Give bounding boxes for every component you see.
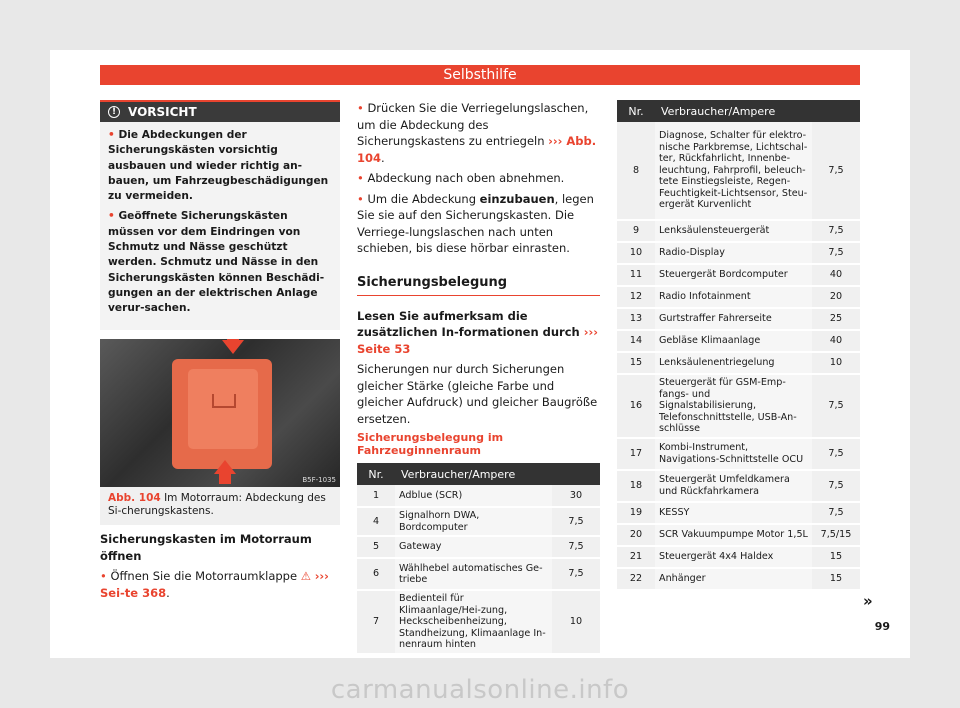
cell-val: 10 — [812, 352, 860, 374]
column-middle — [357, 100, 600, 655]
cell-desc: Adblue (SCR) — [395, 485, 552, 507]
cell-val: 15 — [812, 568, 860, 590]
cell-nr: 13 — [617, 308, 655, 330]
cell-nr: 15 — [617, 352, 655, 374]
page-number: 99 — [874, 620, 890, 633]
cell-nr: 17 — [617, 438, 655, 470]
cell-val: 7,5 — [812, 438, 860, 470]
table-row — [617, 308, 860, 330]
cell-desc: Gebläse Klimaanlage — [655, 330, 812, 352]
table-row — [617, 374, 860, 438]
cell-nr: 22 — [617, 568, 655, 590]
cell-nr: 1 — [357, 485, 395, 507]
cell-val: 20 — [812, 286, 860, 308]
cell-nr: 11 — [617, 264, 655, 286]
cell-val: 7,5 — [812, 374, 860, 438]
table-header-row — [357, 463, 600, 485]
cell-nr: 7 — [357, 590, 395, 654]
caution-body — [100, 122, 340, 330]
cell-desc: Radio-Display — [655, 242, 812, 264]
body-text: Sicherungen nur durch Sicherungen gleicher Stärke (gleiche Farbe und gleicher Aufdruck) und gleicher Baugröße ersetzen. — [357, 362, 598, 426]
fusebox-cover-top — [188, 369, 258, 449]
fuse-table-1 — [357, 463, 600, 655]
cell-desc: Steuergerät für GSM-Emp-fangs- und Signalstabilisierung, Telefonschnittstelle, USB-An-schlüsse — [655, 374, 812, 438]
cell-nr: 8 — [617, 122, 655, 220]
cell-desc: Lenksäulensteuergerät — [655, 220, 812, 242]
engine-fusebox-figure — [100, 339, 340, 487]
cell-nr: 14 — [617, 330, 655, 352]
cell-nr: 19 — [617, 502, 655, 524]
arrow-down-head — [222, 340, 244, 354]
cell-val: 10 — [552, 590, 600, 654]
step-2-link[interactable]: ››› Abb. 104 — [357, 134, 597, 165]
cell-desc: Steuergerät Umfeldkamera und Rückfahrkamera — [655, 470, 812, 502]
fuse-table-2 — [617, 100, 860, 591]
cell-val: 7,5 — [812, 220, 860, 242]
table-row — [617, 438, 860, 470]
cell-nr: 18 — [617, 470, 655, 502]
step-4: • Um die Abdeckung einzubauen, legen Sie sie auf den Sicherungskasten. Die Verriege-lungslaschen nach unten schieben, bis diese hörbar einrasten. — [357, 191, 594, 255]
intro-text: Lesen Sie aufmerksam die zusätzlichen In-formationen durch ››› Seite 53 — [357, 308, 598, 356]
cell-val: 25 — [812, 308, 860, 330]
arrow-up-icon — [214, 460, 236, 474]
cell-nr: 16 — [617, 374, 655, 438]
cell-nr: 5 — [357, 536, 395, 558]
cell-val: 7,5 — [812, 502, 860, 524]
table-row — [617, 524, 860, 546]
cell-desc: KESSY — [655, 502, 812, 524]
cell-val: 30 — [552, 485, 600, 507]
cell-val: 15 — [812, 546, 860, 568]
column-right — [617, 100, 860, 591]
cell-desc: Gurtstraffer Fahrerseite — [655, 308, 812, 330]
cell-val: 7,5 — [552, 507, 600, 536]
table-row — [357, 485, 600, 507]
table-row — [617, 286, 860, 308]
table-row — [617, 220, 860, 242]
cell-nr: 4 — [357, 507, 395, 536]
table-row — [617, 470, 860, 502]
table-row — [617, 502, 860, 524]
cell-desc: Steuergerät Bordcomputer — [655, 264, 812, 286]
cell-desc: SCR Vakuumpumpe Motor 1,5L — [655, 524, 812, 546]
cell-val: 40 — [812, 264, 860, 286]
cell-val: 7,5 — [812, 470, 860, 502]
cell-desc: Wählhebel automatisches Ge-triebe — [395, 558, 552, 590]
arrow-up-stem — [219, 474, 231, 484]
caption-text: Im Motorraum: Abdeckung des Si-cherungskastens. — [108, 492, 326, 517]
table-subtitle: Sicherungsbelegung im Fahrzeuginnenraum — [357, 431, 504, 457]
open-section — [100, 531, 340, 601]
cell-desc: Gateway — [395, 536, 552, 558]
table-row — [617, 352, 860, 374]
cell-val: 7,5 — [552, 536, 600, 558]
watermark: carmanualsonline.info — [330, 675, 630, 705]
step-2: • Drücken Sie die Verriegelungslaschen, um die Abdeckung des Sicherungskastens zu entriegeln ››› Abb. 104. — [357, 101, 597, 165]
cell-desc: Radio Infotainment — [655, 286, 812, 308]
cell-desc: Anhänger — [655, 568, 812, 590]
cell-val: 7,5/15 — [812, 524, 860, 546]
section-title-belegung: Sicherungsbelegung — [357, 275, 600, 296]
table-row — [357, 507, 600, 536]
table-row — [617, 568, 860, 590]
caution-box — [100, 100, 340, 330]
table-row — [617, 264, 860, 286]
table-row — [357, 590, 600, 654]
cell-val: 40 — [812, 330, 860, 352]
step-1: • Öffnen Sie die Motorraumklappe ⚠ ››› Sei-te 368. — [100, 569, 329, 600]
section-header: Selbsthilfe — [100, 65, 860, 85]
caution-header — [100, 102, 340, 122]
caution-item: • Geöffnete Sicherungskästen müssen vor dem Eindringen von Schmutz und Nässe geschützt werden. Schmutz und Nässe in den Sicherungskästen können Beschädi-gungen an der elektrischen Anlage verur-sachen. — [108, 210, 325, 315]
header-nr: Nr. — [357, 463, 395, 485]
cell-nr: 9 — [617, 220, 655, 242]
table-row — [357, 558, 600, 590]
figure-code: B5F-1035 — [302, 476, 336, 484]
table-row — [617, 546, 860, 568]
cell-desc: Steuergerät 4x4 Haldex — [655, 546, 812, 568]
step-1-link[interactable]: ››› Sei-te 368 — [100, 569, 329, 600]
figure-caption — [100, 487, 340, 525]
header-desc: Verbraucher/Ampere — [395, 463, 600, 485]
cell-desc: Bedienteil für Klimaanlage/Hei-zung, Heckscheibenheizung, Standheizung, Klimaanlage In-nenraum hinten — [395, 590, 552, 654]
open-title: Sicherungskasten im Motorraum öffnen — [100, 532, 312, 563]
header-desc: Verbraucher/Ampere — [655, 100, 860, 122]
step-3: • Abdeckung nach oben abnehmen. — [357, 171, 565, 185]
warning-triangle-icon: ⚠ — [300, 569, 312, 583]
table-row — [617, 330, 860, 352]
table-row — [617, 242, 860, 264]
table-row — [357, 536, 600, 558]
header-nr: Nr. — [617, 100, 655, 122]
info-circle-icon: ! — [108, 106, 120, 118]
caution-item: • Die Abdeckungen der Sicherungskästen vorsichtig ausbauen und wieder richtig an-bauen, um Fahrzeugbeschädigungen zu vermeiden. — [108, 129, 329, 203]
cell-desc: Lenksäulenentriegelung — [655, 352, 812, 374]
cell-val: 7,5 — [552, 558, 600, 590]
caution-title: VORSICHT — [128, 105, 197, 119]
cell-val: 7,5 — [812, 242, 860, 264]
cell-val: 7,5 — [812, 122, 860, 220]
cell-desc: Diagnose, Schalter für elektro-nische Parkbremse, Lichtschal-ter, Rückfahrlicht, Innenbe-leuchtung, Fahrprofil, beleuch-tete Einstiegsleiste, Regen-Feuchtigkeit-Lichtsensor, Steu-ergerät Kurvenlicht — [655, 122, 812, 220]
table-row — [617, 122, 860, 220]
cell-nr: 10 — [617, 242, 655, 264]
table-header-row — [617, 100, 860, 122]
continue-arrow-icon: » — [863, 592, 873, 610]
caption-number: Abb. 104 — [108, 492, 161, 504]
cell-nr: 20 — [617, 524, 655, 546]
cell-desc: Kombi-Instrument, Navigations-Schnittstelle OCU — [655, 438, 812, 470]
cell-desc: Signalhorn DWA, Bordcomputer — [395, 507, 552, 536]
intro-link[interactable]: ››› Seite 53 — [357, 325, 598, 356]
cell-nr: 6 — [357, 558, 395, 590]
fuse-symbol-icon — [212, 394, 236, 408]
cell-nr: 21 — [617, 546, 655, 568]
cell-nr: 12 — [617, 286, 655, 308]
